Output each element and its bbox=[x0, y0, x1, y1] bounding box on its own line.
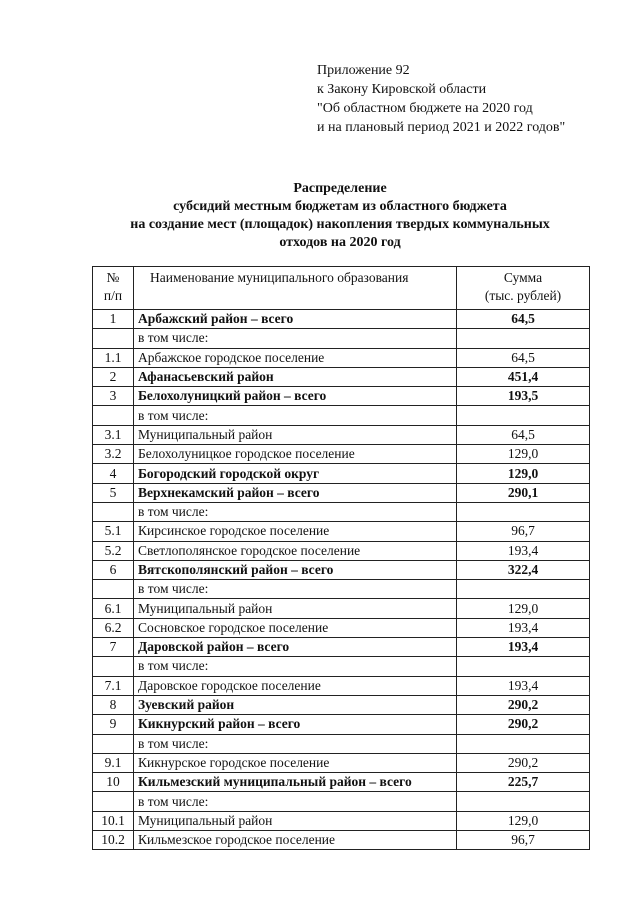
row-sum: 96,7 bbox=[457, 522, 590, 541]
table-row bbox=[93, 773, 590, 792]
row-name: в том числе: bbox=[134, 406, 457, 425]
row-number: 10 bbox=[93, 773, 134, 792]
row-name: Кильмезский муниципальный район – всего bbox=[134, 773, 457, 792]
header-sum-line1: Сумма bbox=[503, 270, 543, 285]
row-sum: 322,4 bbox=[457, 560, 590, 579]
row-number: 3.2 bbox=[93, 445, 134, 464]
table-row bbox=[93, 387, 590, 406]
table-row bbox=[93, 792, 590, 811]
row-name: Даровской район – всего bbox=[134, 638, 457, 657]
row-sum: 64,5 bbox=[457, 425, 590, 444]
row-number bbox=[93, 657, 134, 676]
row-sum: 96,7 bbox=[457, 831, 590, 850]
row-sum: 64,5 bbox=[457, 348, 590, 367]
row-name: в том числе: bbox=[134, 329, 457, 348]
row-number: 3.1 bbox=[93, 425, 134, 444]
row-name: Арбажское городское поселение bbox=[134, 348, 457, 367]
header-number bbox=[93, 267, 134, 310]
document-title bbox=[90, 180, 590, 252]
row-sum bbox=[457, 406, 590, 425]
row-number: 7.1 bbox=[93, 676, 134, 695]
row-name: Белохолуницкое городское поселение bbox=[134, 445, 457, 464]
table-row bbox=[93, 329, 590, 348]
header-sum bbox=[457, 267, 590, 310]
row-name: Сосновское городское поселение bbox=[134, 618, 457, 637]
title-line: на создание мест (площадок) накопления твердых коммунальных bbox=[130, 217, 550, 232]
row-name: Кикнурский район – всего bbox=[134, 715, 457, 734]
row-sum bbox=[457, 502, 590, 521]
row-sum: 193,4 bbox=[457, 676, 590, 695]
appendix-line: к Закону Кировской области bbox=[317, 82, 487, 97]
row-name: Арбажский район – всего bbox=[134, 310, 457, 329]
row-number: 6.1 bbox=[93, 599, 134, 618]
table-row bbox=[93, 310, 590, 329]
row-name: Богородский городской округ bbox=[134, 464, 457, 483]
row-sum: 290,2 bbox=[457, 695, 590, 714]
title-line: Распределение bbox=[293, 181, 387, 196]
row-number: 1 bbox=[93, 310, 134, 329]
table-row bbox=[93, 367, 590, 386]
row-sum: 290,1 bbox=[457, 483, 590, 502]
table-row bbox=[93, 502, 590, 521]
table-row bbox=[93, 811, 590, 830]
table-row bbox=[93, 618, 590, 637]
row-sum: 193,4 bbox=[457, 618, 590, 637]
table-row bbox=[93, 695, 590, 714]
table-row bbox=[93, 541, 590, 560]
row-name: Кильмезское городское поселение bbox=[134, 831, 457, 850]
table-row bbox=[93, 445, 590, 464]
table-row bbox=[93, 464, 590, 483]
row-name: Афанасьевский район bbox=[134, 367, 457, 386]
table-row bbox=[93, 676, 590, 695]
row-number: 3 bbox=[93, 387, 134, 406]
appendix-line: Приложение 92 bbox=[317, 63, 410, 78]
table-row bbox=[93, 638, 590, 657]
row-number: 6 bbox=[93, 560, 134, 579]
row-number: 10.2 bbox=[93, 831, 134, 850]
row-name: в том числе: bbox=[134, 502, 457, 521]
header-name: Наименование муниципального образования bbox=[134, 267, 457, 310]
table-row bbox=[93, 425, 590, 444]
appendix-reference bbox=[317, 61, 565, 137]
row-sum: 193,4 bbox=[457, 541, 590, 560]
row-sum: 193,5 bbox=[457, 387, 590, 406]
table-row bbox=[93, 348, 590, 367]
row-sum bbox=[457, 792, 590, 811]
row-number: 5 bbox=[93, 483, 134, 502]
table-row bbox=[93, 406, 590, 425]
table-row bbox=[93, 580, 590, 599]
row-sum bbox=[457, 657, 590, 676]
row-name: Зуевский район bbox=[134, 695, 457, 714]
row-sum: 129,0 bbox=[457, 811, 590, 830]
row-name: Муниципальный район bbox=[134, 811, 457, 830]
row-name: Даровское городское поселение bbox=[134, 676, 457, 695]
table-row bbox=[93, 522, 590, 541]
row-name: Белохолуницкий район – всего bbox=[134, 387, 457, 406]
row-name: в том числе: bbox=[134, 792, 457, 811]
row-number: 9 bbox=[93, 715, 134, 734]
row-name: в том числе: bbox=[134, 657, 457, 676]
row-number bbox=[93, 792, 134, 811]
row-sum bbox=[457, 580, 590, 599]
row-sum: 129,0 bbox=[457, 599, 590, 618]
row-sum: 451,4 bbox=[457, 367, 590, 386]
table-row bbox=[93, 734, 590, 753]
row-sum: 129,0 bbox=[457, 445, 590, 464]
row-sum: 64,5 bbox=[457, 310, 590, 329]
row-name: в том числе: bbox=[134, 580, 457, 599]
row-name: Кикнурское городское поселение bbox=[134, 753, 457, 772]
row-number bbox=[93, 734, 134, 753]
row-number: 9.1 bbox=[93, 753, 134, 772]
row-number bbox=[93, 580, 134, 599]
row-number: 8 bbox=[93, 695, 134, 714]
row-name: Муниципальный район bbox=[134, 425, 457, 444]
row-sum: 290,2 bbox=[457, 715, 590, 734]
row-name: Вятскополянский район – всего bbox=[134, 560, 457, 579]
row-sum bbox=[457, 329, 590, 348]
table-row bbox=[93, 483, 590, 502]
row-name: Муниципальный район bbox=[134, 599, 457, 618]
row-number bbox=[93, 502, 134, 521]
row-number: 6.2 bbox=[93, 618, 134, 637]
title-line: отходов на 2020 год bbox=[279, 235, 401, 250]
header-sum-line2: (тыс. рублей) bbox=[484, 288, 562, 303]
appendix-line: "Об областном бюджете на 2020 год bbox=[317, 101, 533, 116]
table-row bbox=[93, 715, 590, 734]
row-sum: 290,2 bbox=[457, 753, 590, 772]
row-sum bbox=[457, 734, 590, 753]
header-number-line2: п/п bbox=[103, 288, 123, 303]
row-sum: 129,0 bbox=[457, 464, 590, 483]
title-line: субсидий местным бюджетам из областного бюджета bbox=[173, 199, 507, 214]
appendix-line: и на плановый период 2021 и 2022 годов" bbox=[317, 120, 566, 135]
row-sum: 193,4 bbox=[457, 638, 590, 657]
row-number: 5.1 bbox=[93, 522, 134, 541]
row-number: 4 bbox=[93, 464, 134, 483]
row-name: Светлополянское городское поселение bbox=[134, 541, 457, 560]
row-number: 1.1 bbox=[93, 348, 134, 367]
row-name: Верхнекамский район – всего bbox=[134, 483, 457, 502]
row-number: 10.1 bbox=[93, 811, 134, 830]
row-number: 7 bbox=[93, 638, 134, 657]
table-row bbox=[93, 753, 590, 772]
table-row bbox=[93, 831, 590, 850]
row-name: в том числе: bbox=[134, 734, 457, 753]
table-row bbox=[93, 560, 590, 579]
row-number bbox=[93, 329, 134, 348]
table-row bbox=[93, 657, 590, 676]
subsidy-table bbox=[92, 266, 590, 850]
table-body bbox=[93, 310, 590, 850]
table-row bbox=[93, 599, 590, 618]
row-number: 5.2 bbox=[93, 541, 134, 560]
row-number: 2 bbox=[93, 367, 134, 386]
header-number-line1: № bbox=[106, 270, 120, 285]
row-number bbox=[93, 406, 134, 425]
row-name: Кирсинское городское поселение bbox=[134, 522, 457, 541]
table-header-row bbox=[93, 267, 590, 310]
row-sum: 225,7 bbox=[457, 773, 590, 792]
